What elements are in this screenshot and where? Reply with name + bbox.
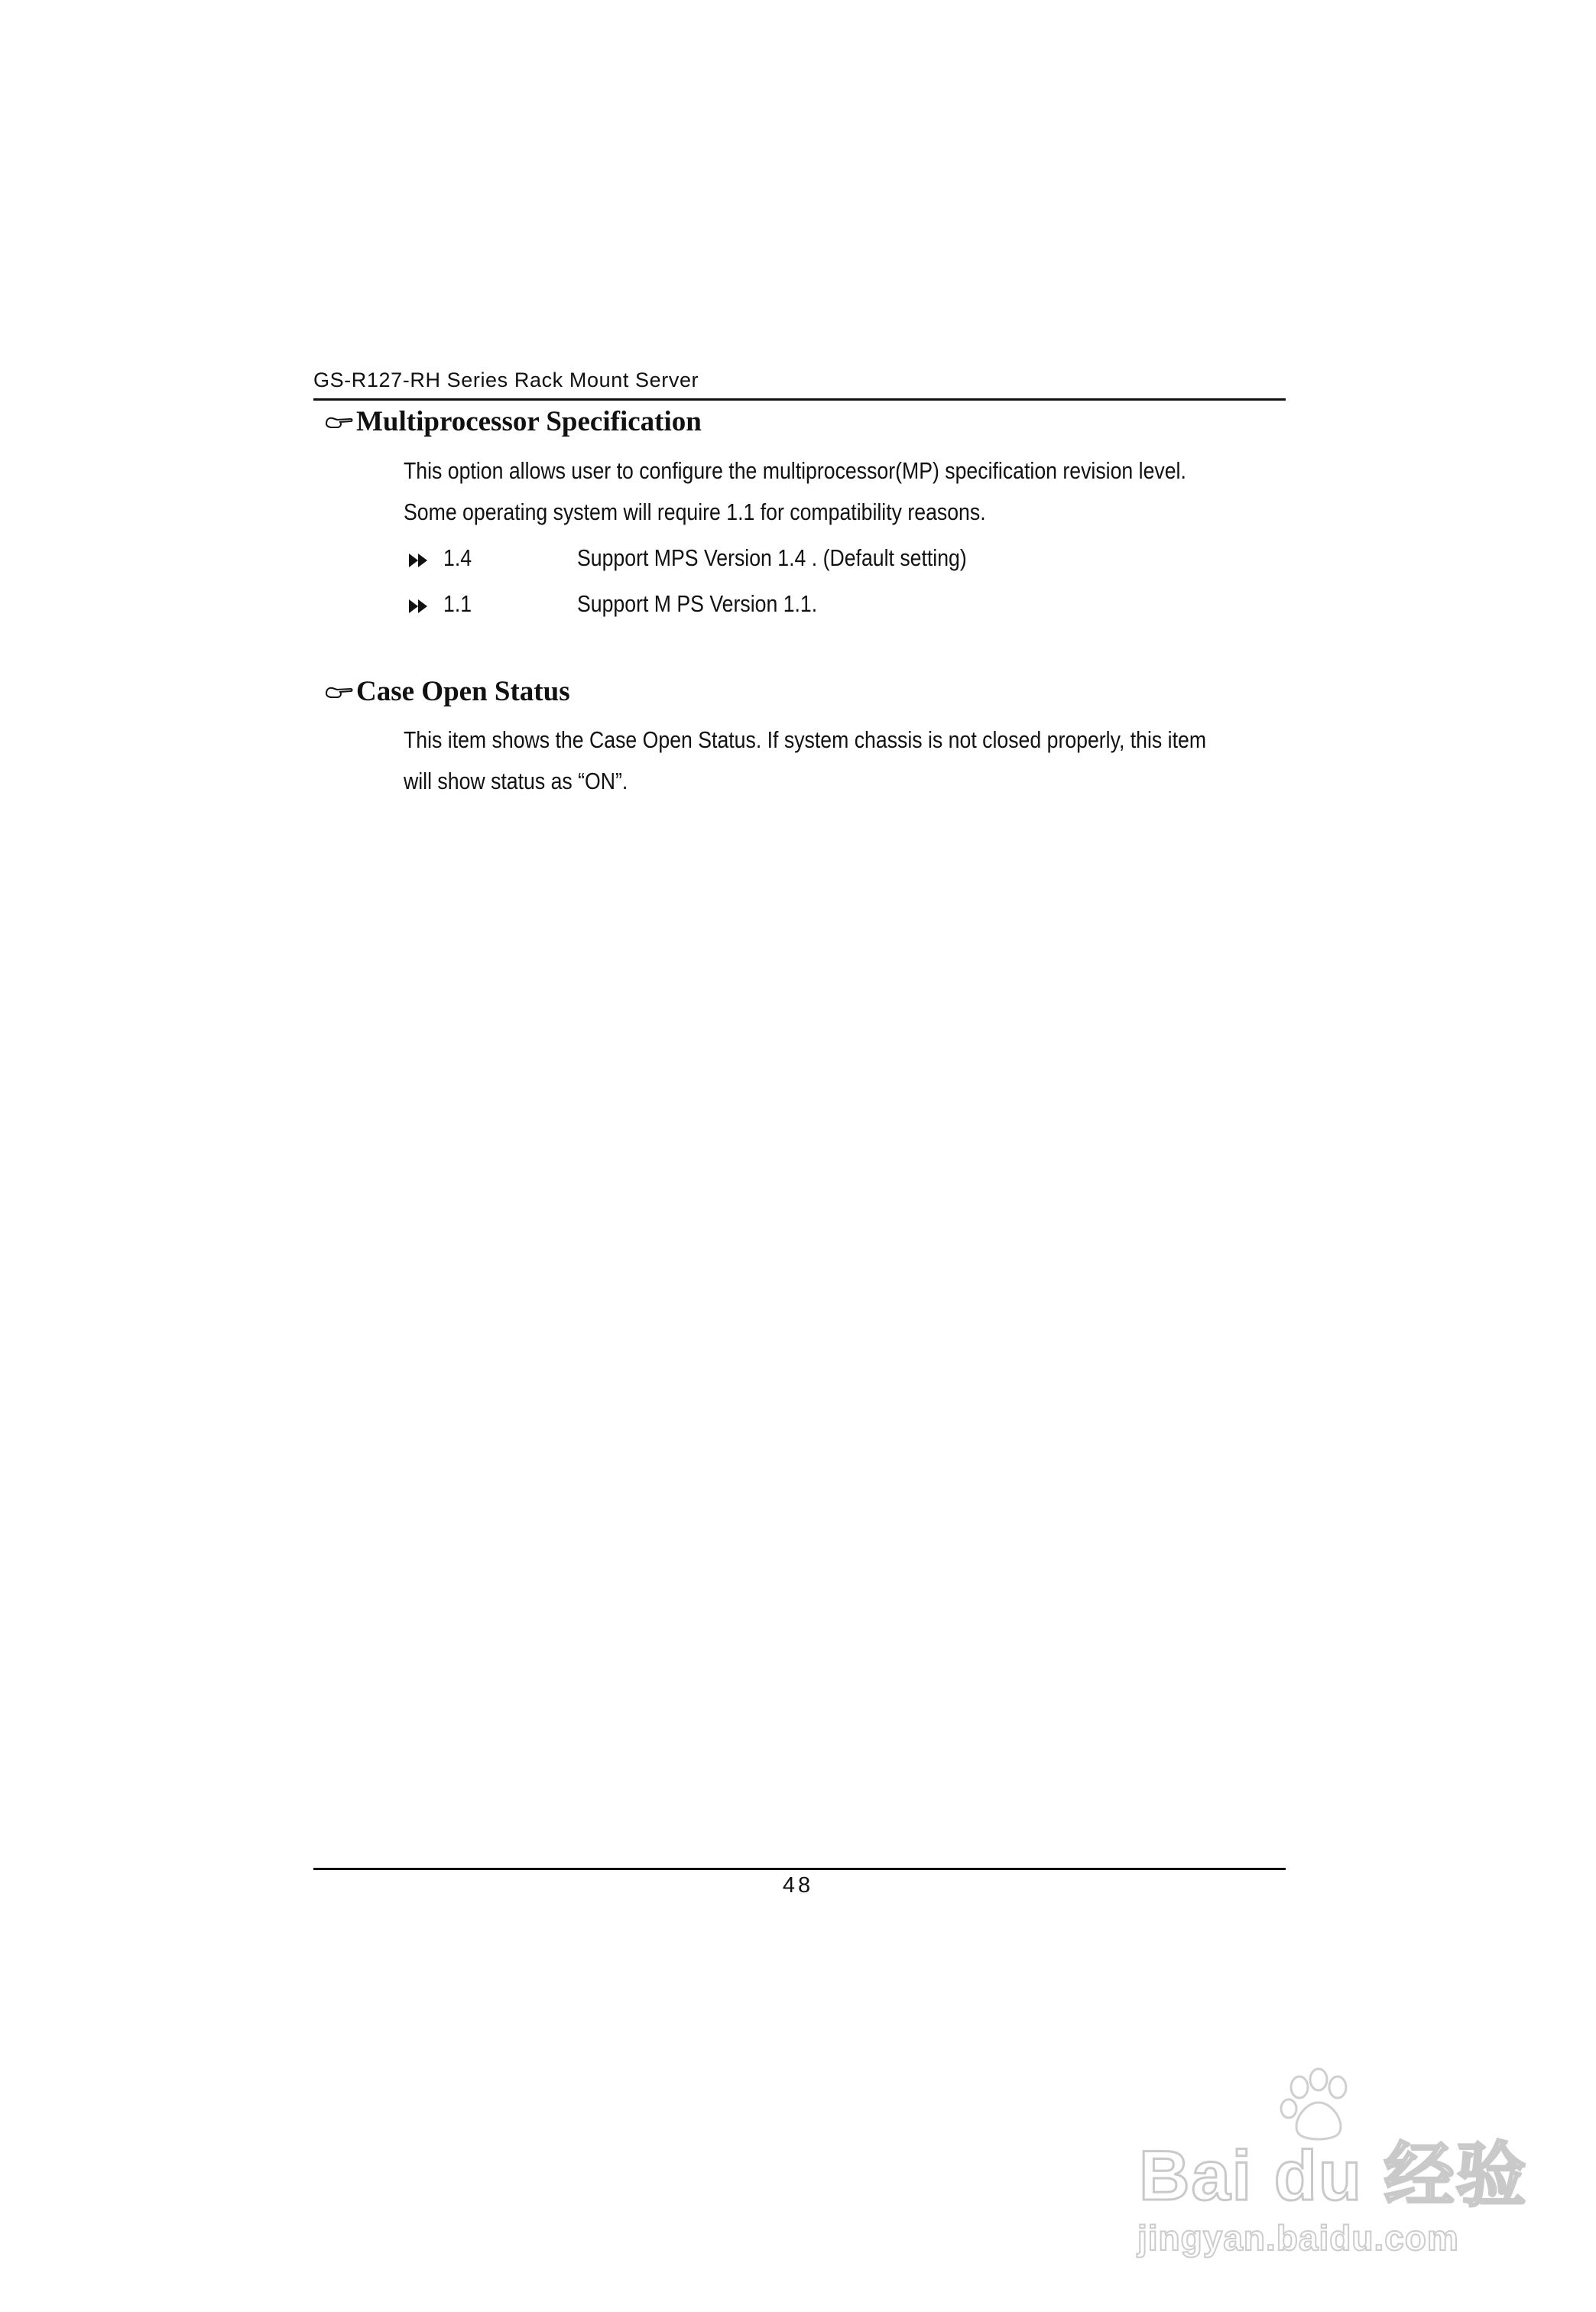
baidu-jingyan-watermark — [1131, 2064, 1529, 2263]
section-title: Multiprocessor Specification — [356, 406, 702, 437]
option-value: 1.4 — [443, 544, 472, 571]
page-number: 48 — [782, 1873, 814, 1898]
section-heading-case-open-status — [325, 675, 570, 708]
section-heading-multiprocessor — [325, 405, 702, 438]
option-description: Support M PS Version 1.1. — [577, 590, 818, 617]
paragraph-line: This option allows user to configure the multiprocessor(MP) specification revision level. — [404, 457, 1186, 484]
option-description: Support MPS Version 1.4 . (Default setting) — [577, 544, 967, 571]
pointing-hand-icon — [325, 413, 354, 431]
watermark-brand: Bai du 经验 — [1139, 2137, 1528, 2215]
option-value: 1.1 — [443, 590, 472, 617]
pointing-hand-icon — [325, 683, 354, 701]
paragraph-line: will show status as “ON”. — [404, 768, 628, 794]
double-arrow-bullet-icon — [409, 554, 429, 567]
running-header: GS-R127-RH Series Rack Mount Server — [313, 369, 699, 391]
header-rule — [313, 398, 1286, 401]
footer-rule — [313, 1868, 1286, 1870]
paragraph-line: Some operating system will require 1.1 for compatibility reasons. — [404, 498, 986, 525]
paragraph-line: This item shows the Case Open Status. If system chassis is not closed properly, this item — [404, 726, 1207, 753]
watermark-url: jingyan.baidu.com — [1137, 2218, 1459, 2258]
section-title: Case Open Status — [356, 676, 570, 707]
double-arrow-bullet-icon — [409, 599, 429, 613]
